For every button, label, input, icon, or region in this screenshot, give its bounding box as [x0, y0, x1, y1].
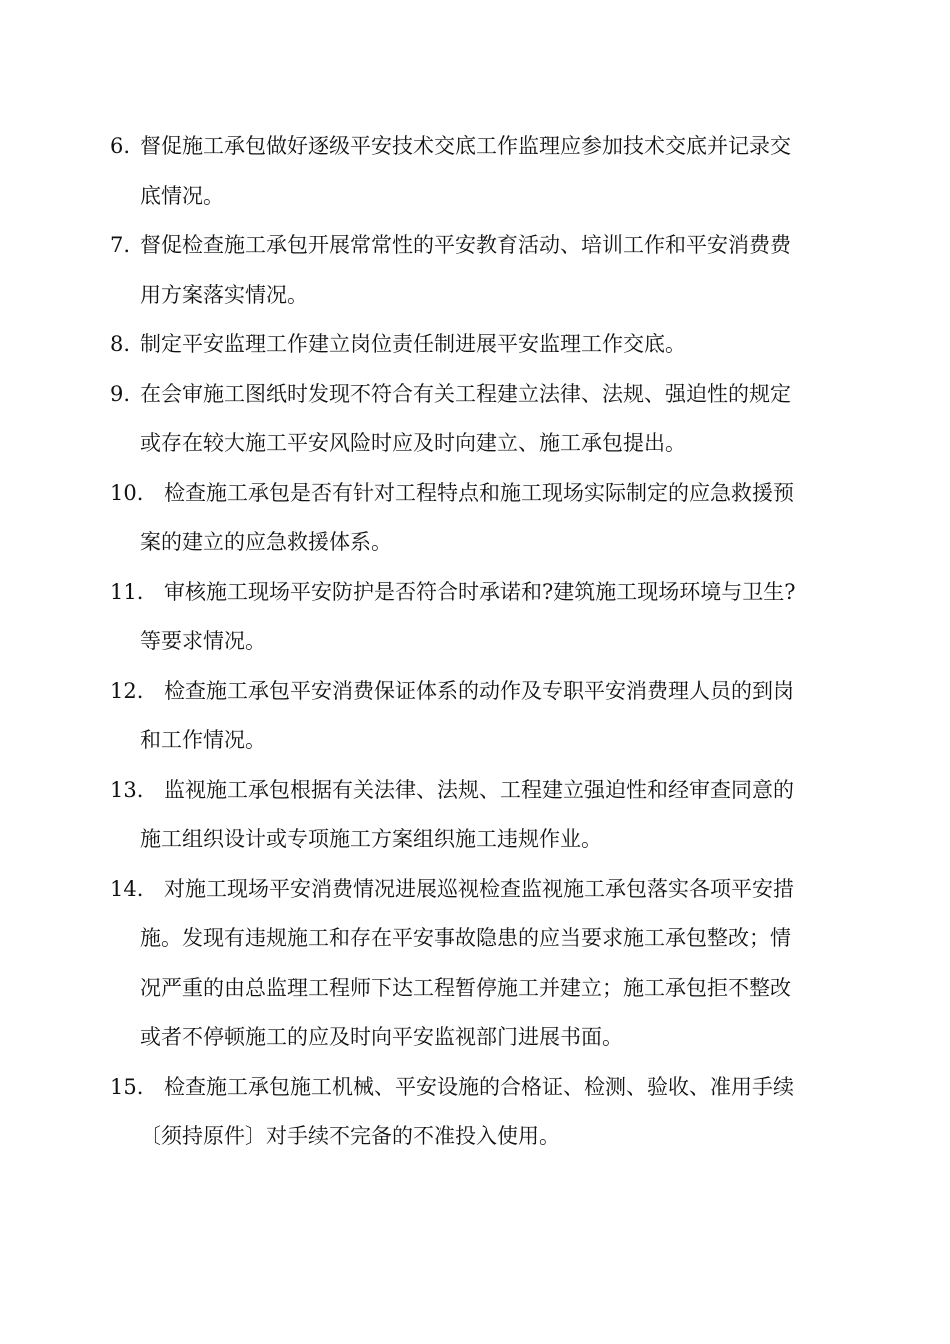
list-item-text-line: 等要求情况。 — [140, 629, 266, 653]
list-item-text-line: 制定平安监理工作建立岗位责任制进展平安监理工作交底。 — [140, 332, 686, 356]
list-item — [110, 370, 840, 469]
list-item-continuation — [110, 172, 840, 222]
list-item-first-line — [110, 469, 840, 519]
list-item-text-line: 或者不停顿施工的应及时向平安监视部门进展书面。 — [140, 1025, 623, 1049]
list-item-number: 14. — [110, 876, 144, 901]
list-item-first-line — [110, 221, 840, 271]
list-item-text-line: 审核施工现场平安防护是否符合时承诺和?建筑施工现场环境与卫生? — [164, 579, 796, 604]
list-item-continuation — [110, 419, 840, 469]
list-item-text-line: 或存在较大施工平安风险时应及时向建立、施工承包提出。 — [140, 431, 686, 455]
list-item — [110, 320, 840, 370]
list-item-text-line: 和工作情况。 — [140, 728, 266, 752]
list-item-number: 13. — [110, 777, 144, 802]
list-item-number: 7. — [110, 233, 131, 257]
list-item-continuation — [110, 914, 840, 1063]
list-item-text-line: 底情况。 — [140, 183, 224, 208]
list-item-text-line: 对施工现场平安消费情况进展巡视检查监视施工承包落实各项平安措 — [164, 876, 794, 901]
list-item-continuation — [110, 716, 840, 766]
list-item-first-line — [110, 320, 840, 370]
list-item-first-line — [110, 122, 840, 172]
list-item — [110, 469, 840, 568]
list-item — [110, 766, 840, 865]
list-item-text-line: 〔须持原件〕对手续不完备的不准投入使用。 — [140, 1124, 560, 1148]
list-item-first-line — [110, 1063, 840, 1113]
list-item-number: 10. — [110, 480, 144, 505]
list-item-text-line: 况严重的由总监理工程师下达工程暂停施工并建立；施工承包拒不整改 — [140, 975, 791, 1000]
list-item-continuation — [110, 1112, 840, 1162]
list-item-text-line: 检查施工承包施工机械、平安设施的合格证、检测、验收、准用手续 — [164, 1074, 794, 1099]
list-item-first-line — [110, 370, 840, 420]
list-item-first-line — [110, 667, 840, 717]
list-item-text-line: 施工组织设计或专项施工方案组织施工违规作业。 — [140, 827, 602, 851]
list-item — [110, 568, 840, 667]
list-item-text-line: 督促施工承包做好逐级平安技术交底工作监理应参加技术交底并记录交 — [140, 134, 791, 158]
list-item-text-line: 监视施工承包根据有关法律、法规、工程建立强迫性和经审查同意的 — [164, 777, 794, 802]
list-item-first-line — [110, 568, 840, 618]
list-item-number: 11. — [110, 579, 144, 604]
list-item-text-line: 用方案落实情况。 — [140, 282, 308, 307]
list-item-number: 8. — [110, 332, 131, 356]
list-item — [110, 1063, 840, 1162]
list-item-first-line — [110, 865, 840, 915]
list-item-continuation — [110, 617, 840, 667]
list-item-text-line: 案的建立的应急救援体系。 — [140, 530, 392, 554]
list-item-text-line: 检查施工承包是否有针对工程特点和施工现场实际制定的应急救援预 — [164, 480, 794, 505]
list-item — [110, 865, 840, 1063]
list-item-text-line: 在会审施工图纸时发现不符合有关工程建立法律、法规、强迫性的规定 — [140, 381, 791, 406]
list-item-number: 6. — [110, 134, 131, 158]
list-item-number: 15. — [110, 1074, 144, 1099]
list-item-continuation — [110, 518, 840, 568]
list-item-continuation — [110, 271, 840, 321]
list-item-continuation — [110, 815, 840, 865]
list-item-number: 9. — [110, 381, 131, 406]
numbered-list — [110, 122, 840, 1162]
list-item — [110, 221, 840, 320]
list-item-text-line: 检查施工承包平安消费保证体系的动作及专职平安消费理人员的到岗 — [164, 678, 794, 703]
list-item — [110, 667, 840, 766]
list-item-text-line: 施。发现有违规施工和存在平安事故隐患的应当要求施工承包整改；情 — [140, 926, 791, 950]
list-item-first-line — [110, 766, 840, 816]
list-item-text-line: 督促检查施工承包开展常常性的平安教育活动、培训工作和平安消费费 — [140, 233, 791, 257]
list-item-number: 12. — [110, 678, 144, 703]
list-item — [110, 122, 840, 221]
